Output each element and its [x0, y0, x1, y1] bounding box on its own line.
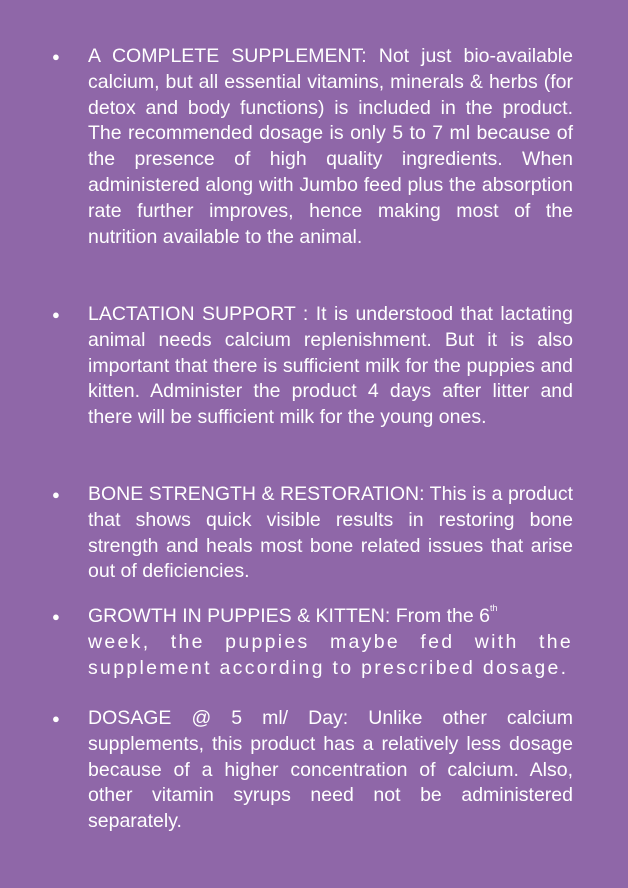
item-heading: GROWTH IN PUPPIES & KITTEN: [88, 605, 391, 627]
list-item-paragraph [88, 302, 573, 431]
item-body: Not just bio-available calcium, but all essential vitamins, minerals & herbs (for detox and body functions) is included in the product. The recommended dosage is only 5 to 7 ml because of the presence of high quality ingredients. When administered along with Jumbo feed plus the absorption rate further improves, hence making most of the nutrition available to the animal. [88, 45, 573, 248]
list-item-paragraph [88, 604, 573, 681]
item-heading: A COMPLETE SUPPLEMENT: [88, 45, 367, 67]
list-item-bone-strength [52, 482, 573, 585]
list-item-paragraph [88, 44, 573, 250]
item-body: It is understood that lactating animal needs calcium replenishment. But it is also important that there is sufficient milk for the puppies and kitten. Administer the product 4 days after litter and there will be sufficient milk for the young ones. [88, 303, 573, 429]
item-body-end: week, the puppies maybe fed with the supplement according to prescribed dosage. [88, 630, 573, 679]
item-heading: DOSAGE @ 5 ml/ Day: [88, 707, 349, 729]
list-item-complete-supplement [52, 44, 573, 250]
list-item-lactation-support [52, 302, 573, 431]
item-body: This is a product that shows quick visible results in restoring bone strength and heals most bone related issues that arise out of deficiencies. [88, 483, 573, 583]
bullet-icon: ● [52, 307, 60, 322]
list-item-dosage [52, 706, 573, 835]
item-body: Unlike other calcium supplements, this product has a relatively less dosage because of a higher concentration of calcium. Also, other vitamin syrups need not be administered separately. [88, 707, 573, 833]
list-item-paragraph [88, 482, 573, 585]
superscript-th: th [490, 602, 498, 613]
item-body-spaced [88, 631, 573, 679]
item-body-start: From the 6 [395, 605, 490, 627]
list-item-growth [52, 604, 573, 681]
bullet-icon: ● [52, 487, 60, 502]
bullet-icon: ● [52, 711, 60, 726]
item-heading: BONE STRENGTH & RESTORATION: [88, 483, 425, 505]
bullet-icon: ● [52, 49, 60, 64]
item-heading: LACTATION SUPPORT : [88, 303, 309, 325]
bullet-icon: ● [52, 609, 60, 624]
list-item-paragraph [88, 706, 573, 835]
